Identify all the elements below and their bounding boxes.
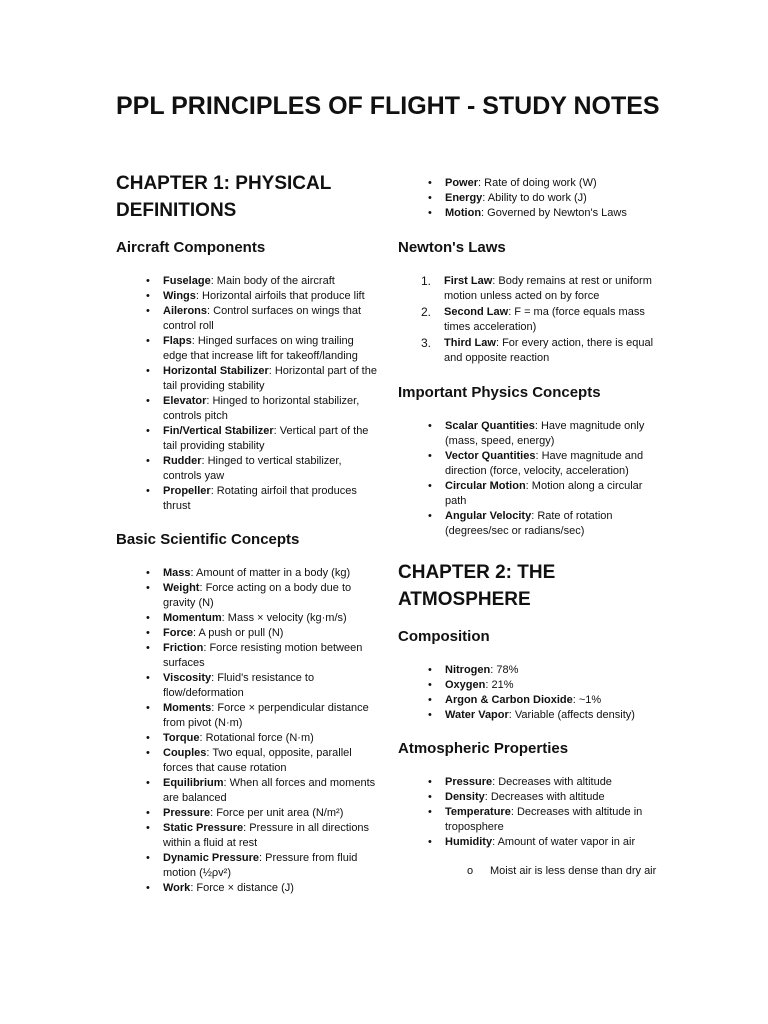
term: Scalar Quantities [445,420,535,432]
definition: : Decreases with altitude in troposphere [445,806,643,833]
definition: : Rotational force (N·m) [199,732,314,744]
list-item [116,364,378,394]
term: Ailerons [163,305,208,317]
term: Force [163,627,193,639]
term: Argon & Carbon Dioxide [445,694,573,706]
physics-concepts-list [398,419,660,539]
physics-concepts-heading: Important Physics Concepts [398,384,601,401]
term: Oxygen [445,679,486,691]
definition: : Rotating airfoil that produces thrust [163,485,357,512]
list-item [398,336,660,366]
term: Density [445,791,485,803]
list-item [398,419,660,449]
continued-concepts-list [398,176,660,221]
list-item [398,708,660,723]
definition: : Amount of matter in a body (kg) [190,567,351,579]
term: Horizontal Stabilizer [163,365,269,377]
list-item [398,775,660,790]
term: Mass [163,567,191,579]
term: Propeller [163,485,211,497]
list-number: 3. [421,336,432,350]
list-item [398,274,660,304]
term: Elevator [163,395,207,407]
definition: : Hinged to horizontal stabilizer, controls pitch [163,395,360,422]
term: Equilibrium [163,777,224,789]
term: Pressure [163,807,211,819]
chapter-1-heading: CHAPTER 1: PHYSICAL DEFINITIONS [116,173,332,221]
definition: : Mass × velocity (kg·m/s) [221,612,347,624]
term: Wings [163,290,196,302]
list-item [116,851,378,881]
definition: : Body remains at rest or uniform motion unless acted on by force [444,275,652,302]
definition: : Horizontal airfoils that produce lift [195,290,365,302]
term: Nitrogen [445,664,491,676]
list-item [116,641,378,671]
composition-heading: Composition [398,628,490,645]
term: Rudder [163,455,202,467]
list-item [116,731,378,746]
term: First Law [444,275,493,287]
list-item [398,509,660,539]
definition: : A push or pull (N) [192,627,284,639]
newtons-laws-heading: Newton's Laws [398,239,506,256]
definition: : Variable (affects density) [508,709,635,721]
definition: : Control surfaces on wings that control roll [163,305,362,332]
list-item [116,454,378,484]
list-item [398,805,660,835]
definition: : For every action, there is equal and opposite reaction [444,337,654,364]
newtons-laws-list [398,274,660,366]
definition: : Force acting on a body due to gravity (N) [163,582,352,609]
term: Temperature [445,806,511,818]
list-item [398,479,660,509]
definition: : Fluid's resistance to flow/deformation [163,672,315,699]
definition: : Decreases with altitude [484,791,605,803]
page-title: PPL PRINCIPLES OF FLIGHT - STUDY NOTES [116,92,660,120]
term: Viscosity [163,672,212,684]
humidity-sublist [398,864,660,879]
definition: : Rate of rotation (degrees/sec or radians/sec) [445,510,613,537]
aircraft-components-list [116,274,378,514]
term: Work [163,882,191,894]
list-item [116,274,378,289]
term: Humidity [445,836,493,848]
list-item [116,334,378,364]
definition: : Horizontal part of the tail providing stability [163,365,377,392]
definition: : Two equal, opposite, parallel forces that cause rotation [163,747,352,774]
definition: : Force × perpendicular distance from pivot (N·m) [163,702,369,729]
list-number: 2. [421,305,432,319]
list-item [116,821,378,851]
term: Fuselage [163,275,211,287]
term: Energy [445,192,483,204]
definition: : Amount of water vapor in air [492,836,636,848]
list-item [398,790,660,805]
definition: : Motion along a circular path [445,480,643,507]
definition: : Ability to do work (J) [482,192,587,204]
list-item [398,835,660,850]
term: Third Law [444,337,496,349]
term: Second Law [444,306,509,318]
list-item [116,611,378,626]
definition: : Have magnitude only (mass, speed, energy) [445,420,645,447]
chapter-2-heading: CHAPTER 2: THE ATMOSPHERE [398,562,556,610]
term: Couples [163,747,207,759]
list-item [116,424,378,454]
definition: : Governed by Newton's Laws [481,207,627,219]
definition: : Force per unit area (N/m²) [210,807,344,819]
list-item [398,449,660,479]
atmospheric-properties-list [398,775,660,850]
list-item [116,806,378,821]
list-item [116,394,378,424]
term: Power [445,177,479,189]
composition-list [398,663,660,723]
list-item [398,176,660,191]
term: Motion [445,207,482,219]
term: Angular Velocity [445,510,532,522]
definition: : Have magnitude and direction (force, velocity, acceleration) [445,450,644,477]
definition: : Force × distance (J) [190,882,294,894]
list-item [398,206,660,221]
list-item [116,566,378,581]
definition: : Decreases with altitude [492,776,612,788]
definition: : 21% [485,679,514,691]
list-number: 1. [421,274,432,288]
list-item [398,191,660,206]
list-item [398,305,660,335]
list-item [116,776,378,806]
basic-concepts-list [116,566,378,896]
left-column [116,170,378,896]
definition: : 78% [490,664,519,676]
term: Water Vapor [445,709,509,721]
list-item [116,626,378,641]
list-item [116,304,378,334]
term: Torque [163,732,200,744]
sub-bullet-marker: o [467,865,474,877]
term: Static Pressure [163,822,244,834]
term: Moments [163,702,212,714]
sub-item-text: Moist air is less dense than dry air [490,865,657,877]
definition: : When all forces and moments are balanced [163,777,376,804]
list-item [116,289,378,304]
term: Pressure [445,776,493,788]
basic-concepts-heading: Basic Scientific Concepts [116,531,300,548]
term: Vector Quantities [445,450,536,462]
definition: : Pressure from fluid motion (½ρv²) [163,852,358,879]
list-item [398,693,660,708]
term: Flaps [163,335,192,347]
definition: : Hinged surfaces on wing trailing edge that increase lift for takeoff/landing [163,335,358,362]
definition: : ~1% [572,694,602,706]
list-item [116,746,378,776]
atmospheric-properties-heading: Atmospheric Properties [398,740,569,757]
aircraft-components-heading: Aircraft Components [116,239,266,256]
list-item [116,484,378,514]
term: Circular Motion [445,480,526,492]
sub-list-item [467,864,660,879]
term: Friction [163,642,204,654]
list-item [116,581,378,611]
definition: : Pressure in all directions within a fluid at rest [163,822,370,849]
term: Fin/Vertical Stabilizer [163,425,274,437]
definition: : Force resisting motion between surfaces [163,642,363,669]
list-item [116,671,378,701]
list-item [398,663,660,678]
term: Momentum [163,612,222,624]
definition: : F = ma (force equals mass times acceleration) [444,306,645,333]
list-item [398,678,660,693]
list-item [116,701,378,731]
right-column [398,176,660,879]
definition: : Main body of the aircraft [210,275,335,287]
definition: : Vertical part of the tail providing stability [163,425,369,452]
term: Weight [163,582,200,594]
list-item [116,881,378,896]
definition: : Rate of doing work (W) [478,177,597,189]
term: Dynamic Pressure [163,852,259,864]
definition: : Hinged to vertical stabilizer, controls yaw [163,455,342,482]
